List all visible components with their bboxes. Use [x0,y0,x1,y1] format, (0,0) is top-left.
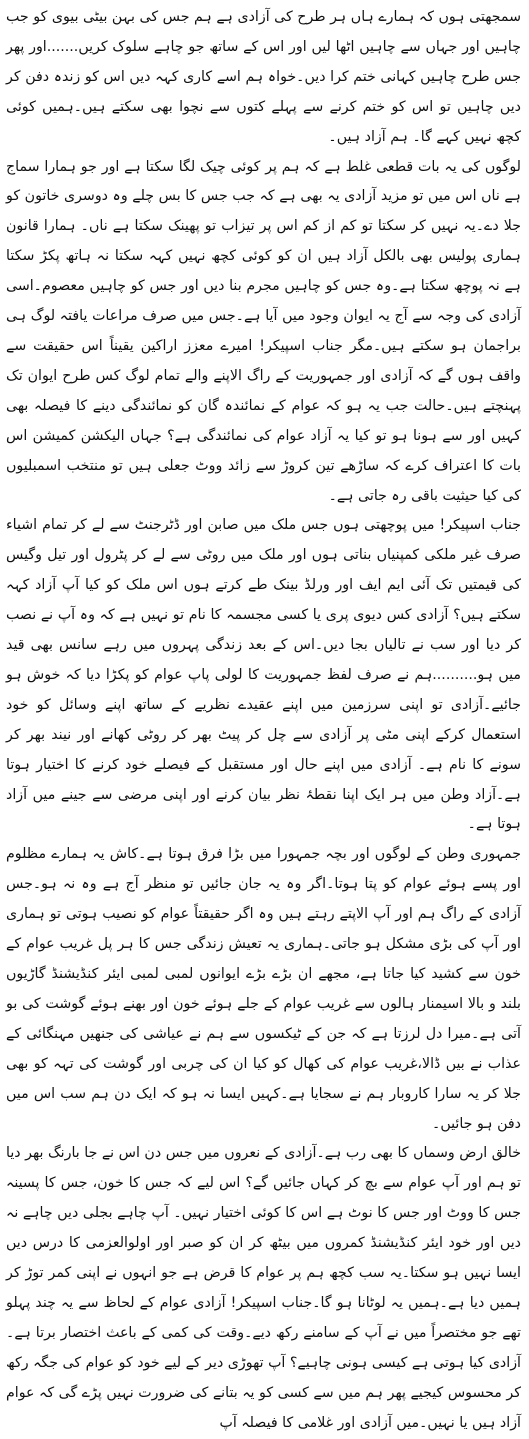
article-paragraph-4: جمہوری وطن کے لوگوں اور بچہ جمہورا میں بڑا فرق ہوتا ہے۔کاش یہ ہمارے مظلوم اور پسے ہوئے عوام کو پتا ہوتا۔اگر وہ یہ جان جائیں تو منظر آج ہے وہ نہ ہو۔جس آزادی کے راگ ہم اور آپ الاپتے رہتے ہیں وہ اگر حقیقتاً عوام کو نصیب ہوتی تو ہماری اور آپ کی بڑی مشکل ہو جاتی۔ہماری یہ تعیش زندگی جس کا ہر پل غریب عوام کے خون سے کشید کیا جاتا ہے، مجھے ان بڑے بڑے ایوانوں لمبی لمبی ایئر کنڈیشنڈ گاڑیوں بلند و بالا اسیمنار ہالوں سے غریب عوام کے جلے ہوئے خون اور بھنے ہوئے گوشت کی بو آتی ہے۔میرا دل لرزتا ہے کہ جن کے ٹیکسوں سے ہم نے عیاشی کی جنھیں مہنگائی کے عذاب نے بیں ڈالا،غریب عوام کی کھال کو کیا ان کی چربی اور گوشت کی تہہ کو بھی جلا کر یہ سارا کاروبار ہم نے سجایا ہے۔کہیں ایسا نہ ہو کہ ایک دن ہم سب اس میں دفن ہو جائیں۔ [6,846,521,1132]
article-paragraph-2: لوگوں کی یہ بات قطعی غلط ہے کہ ہم پر کوئی چیک لگا سکتا ہے اور جو ہمارا سماج ہے ناں اس میں تو مزید آزادی یہ بھی ہے کہ جب جس کا بس چلے وہ دوسری خاتون کو جلا دے۔یہ نہیں کر سکتا تو کم از کم اس پر تیزاب تو پھینک سکتا ہے ناں۔ ہمارا قانون ہماری پولیس بھی بالکل آزاد ہیں ان کو کوئی کچھ نہیں کہہ سکتا نہ ہاتھ پکڑ سکتا ہے نہ پوچھ سکتا ہے۔وہ جس کو چاہیں مجرم بنا دیں اور جس کو چاہیں معصوم۔اسی آزادی کی وجہ سے آج یہ ایوان وجود میں آیا ہے۔جس میں صرف مراعات یافتہ لوگ ہی براجمان ہو سکتے ہیں۔مگر جناب اسپیکر! امیرے معزز اراکین یقیناً اس حقیقت سے واقف ہوں گے کہ آزادی اور جمہوریت کے راگ الاپنے والے تمام لوگ کس طرح ایوان تک پہنچتے ہیں۔حالت جب یہ ہو کہ عوام کے نمائندہ گان کو نمائندگی دینے کا فیصلہ بھی کہیں اور سے ہونا ہو تو کیا یہ آزاد عوام کی نمائندگی ہے؟ جہاں الیکشن کمیشن اس بات کا اعتراف کرے کہ ساڑھے تین کروڑ سے زائد ووٹ جعلی ہیں تو منتخب اسمبلیوں کی کیا حیثیت باقی رہ جاتی ہے۔ [6,158,521,504]
article-paragraph-3: جناب اسپیکر! میں پوچھتی ہوں جس ملک میں صابن اور ڈٹرجنٹ سے لے کر تمام اشیاء صرف غیر ملکی کمپنیاں بناتی ہوں اور ملک میں روٹی سے لے کر پٹرول اور تیل وگیس کی قیمتیں تک آئی ایم ایف اور ورلڈ بینک طے کرتے ہوں اس ملک کو کیا آپ آزاد کہہ سکتے ہیں؟ آزادی کس دیوی پری یا کسی مجسمہ کا نام تو نہیں ہے کہ وہ آپ نے نصب کر دیا اور سب نے تالیاں بجا دیں۔اس کے بعد زندگی پہروں میں رہے سانس بھی قید میں ہو..........ہم نے صرف لفظ جمہوریت کا لولی پاپ عوام کو پکڑا دیا کہ خوش ہو جائیے۔آزادی تو اپنی سرزمین میں اپنے عقیدے نظریے کے ساتھ اپنے وسائل کو خود استعمال کرکے اپنی مٹی پر آزادی سے چل کر پیٹ بھر کر روٹی کھانے اور نیند بھر کر سونے کا نام ہے۔ آزادی میں اپنے حال اور مستقبل کے فیصلے خود کرنے کا اختیار ہوتا ہے۔آزاد وطن میں ہر ایک اپنا نقطۂ نظر بیان کرنے اور اپنی مرضی سے جینے میں آزاد ہوتا ہے۔ [6,517,521,833]
article-paragraph-1: سمجھتی ہوں کہ ہمارے ہاں ہر طرح کی آزادی ہے ہم جس کی بہن بیٹی بیوی کو جب چاہیں اور جہاں سے چاہیں اٹھا لیں اور اس کے ساتھ جو چاہے سلوک کریں.......اور پھر جس طرح چاہیں کہانی ختم کرا دیں۔خواہ ہم اسے کاری کہہ دیں اس کو زندہ دفن کر دیں چاہیں تو اس کو ختم کرنے سے پہلے کتوں سے نچوا بھی سکتے ہیں۔ہمیں کوئی کچھ نہیں کہے گا۔ ہم آزاد ہیں۔ [6,9,521,145]
article-paragraph-5: خالق ارض وسماں کا بھی رب ہے۔آزادی کے نعروں میں جس دن اس نے جا بارنگ بھر دیا تو ہم اور آپ عوام سے بچ کر کہاں جائیں گے؟ اس لیے کہ جس کا خون، جس کا پسینہ جس کا ووٹ اور جس کا نوٹ ہے اس کا کوئی اختیار نہیں۔ آپ چاہے بجلی دیں چاہے نہ دیں اور خود ایئر کنڈیشنڈ کمروں میں بیٹھ کر ان کو صبر اور اولوالعزمی کا درس دیں ایسا نہیں ہو سکتا۔یہ سب کچھ ہم پر عوام کا قرض ہے جو انہوں نے اپنی کمر توڑ کر ہمیں دیا ہے۔ہمیں یہ لوٹانا ہو گا۔جناب اسپیکر! آزادی عوام کے لحاظ سے یہ چند پہلو تھے جو مختصراً میں نے آپ کے سامنے رکھ دیے۔وقت کی کمی کے باعث اختصار برتا ہے۔آزادی کیا ہوتی ہے کیسی ہونی چاہیے؟ آپ تھوڑی دیر کے لیے خود کو عوام کی جگہ رکھ کر محسوس کیجیے پھر ہم میں سے کسی کو یہ بتانے کی ضرورت نہیں پڑے گی کہ عوام آزاد ہیں یا نہیں۔میں آزادی اور غلامی کا فیصلہ آپ [6,1145,521,1431]
